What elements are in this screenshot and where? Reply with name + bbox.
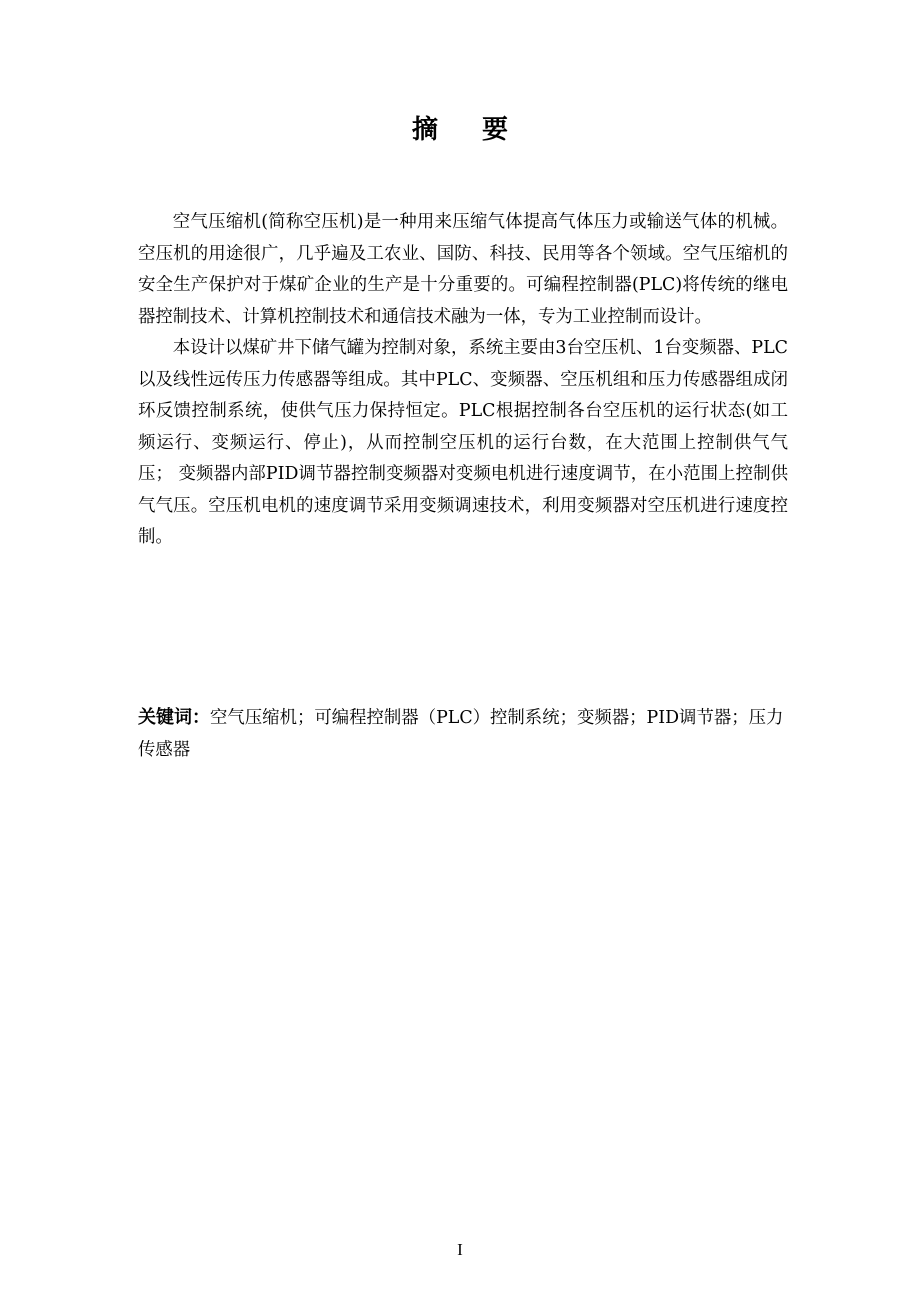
abstract-title: 摘要 [411, 115, 552, 145]
abstract-paragraph-1: 空气压缩机(简称空压机)是一种用来压缩气体提高气体压力或输送气体的机械。空压机的用途很广，几乎遍及工农业、国防、科技、民用等各个领域。空气压缩机的安全生产保护对于煤矿企业的生产是十分重要的。可编程控制器(PLC)将传统的继电器控制技术、计算机控制技术和通信技术融为一体，专为工业控制而设计。 [138, 212, 788, 327]
abstract-body [138, 207, 788, 554]
page-number: I [457, 1240, 463, 1259]
abstract-paragraph-2: 本设计以煤矿井下储气罐为控制对象，系统主要由3台空压机、1台变频器、PLC以及线性远传压力传感器等组成。其中PLC、变频器、空压机组和压力传感器组成闭环反馈控制系统，使供气压力保持恒定。PLC根据控制各台空压机的运行状态(如工频运行、变频运行、停止)，从而控制空压机的运行台数，在大范围上控制供气气压； 变频器内部PID调节器控制变频器对变频电机进行速度调节，在小范围上控制供气气压。空压机电机的速度调节采用变频调速技术，利用变频器对空压机进行速度控制。 [138, 338, 788, 547]
keywords-label: 关键词： [138, 707, 210, 728]
keywords-section [138, 702, 788, 766]
keywords-text: 空气压缩机；可编程控制器（PLC）控制系统；变频器；PID调节器；压力传感器 [138, 708, 784, 760]
